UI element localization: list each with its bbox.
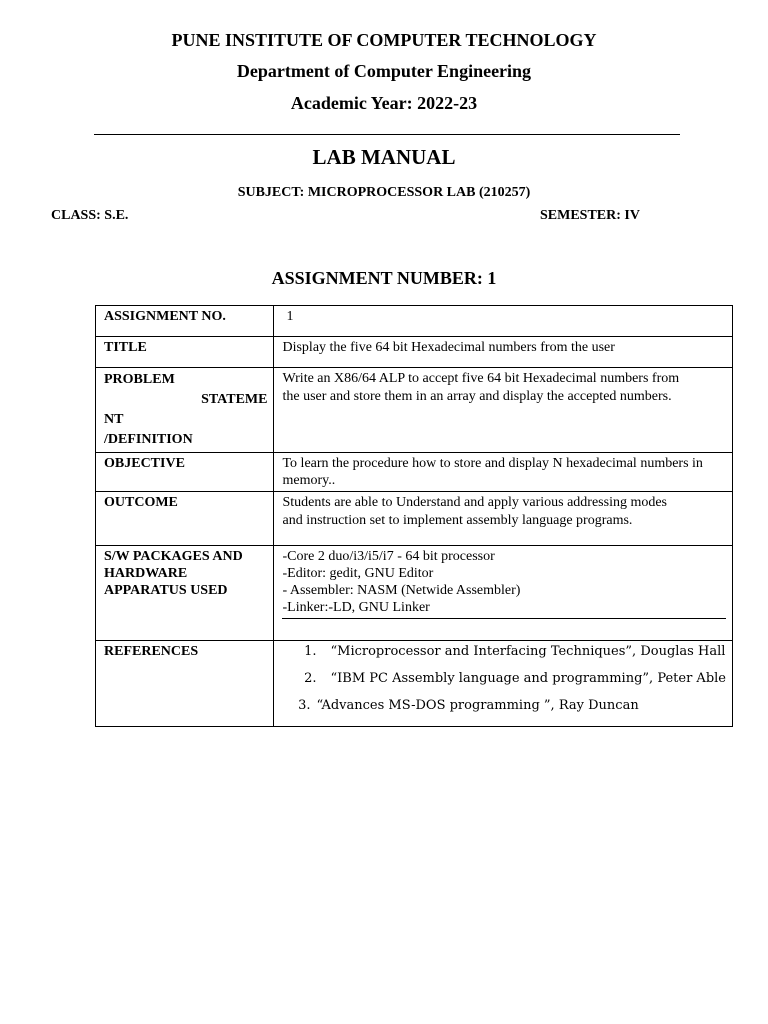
header-divider <box>94 134 680 135</box>
problem-value-line1: Write an X86/64 ALP to accept five 64 bit Hexadecimal numbers from <box>282 371 680 386</box>
sw-label-line3: APPARATUS USED <box>104 583 228 598</box>
reference-item <box>282 697 726 715</box>
sw-label-line2: HARDWARE <box>104 566 188 581</box>
subject-line: SUBJECT: MICROPROCESSOR LAB (210257) <box>237 185 531 200</box>
references-list <box>282 643 726 715</box>
outcome-value-line1: Students are able to Understand and apply various addressing modes <box>282 495 668 510</box>
assignment-table <box>95 305 733 727</box>
reference-item <box>282 670 726 688</box>
title-value: Display the five 64 bit Hexadecimal numbers from the user <box>274 337 733 368</box>
reference-text: “IBM PC Assembly language and programming”, Peter Able <box>330 671 726 686</box>
sw-label-cell <box>96 546 274 641</box>
assignment-heading: ASSIGNMENT NUMBER: 1 <box>271 268 497 288</box>
references-value-cell <box>274 641 733 727</box>
reference-item <box>282 643 726 661</box>
outcome-label: OUTCOME <box>96 492 274 546</box>
sw-item: - Assembler: NASM (Netwide Assembler) <box>282 583 521 598</box>
objective-value-cell <box>274 453 733 492</box>
objective-value-line2: memory.. <box>282 473 336 488</box>
sw-item: -Editor: gedit, GNU Editor <box>282 566 434 581</box>
problem-value-cell <box>274 368 733 453</box>
objective-label: OBJECTIVE <box>96 453 274 492</box>
reference-number: 3. <box>298 698 311 713</box>
semester-label: SEMESTER: IV <box>540 208 640 223</box>
problem-label-line4: /DEFINITION <box>104 432 193 447</box>
sw-value-cell <box>274 546 733 641</box>
table-row <box>96 306 733 337</box>
class-label: CLASS: S.E. <box>51 208 129 223</box>
reference-text: “Microprocessor and Interfacing Techniques”, Douglas Hall <box>330 644 726 659</box>
sw-divider <box>282 618 726 619</box>
assignment-no-label: ASSIGNMENT NO. <box>96 306 274 337</box>
table-row <box>96 453 733 492</box>
sw-label-line1: S/W PACKAGES AND <box>104 549 243 564</box>
problem-label-line3: NT <box>104 412 124 427</box>
title-label: TITLE <box>96 337 274 368</box>
problem-value-line2: the user and store them in an array and display the accepted numbers. <box>282 389 672 404</box>
table-row <box>96 546 733 641</box>
outcome-value-cell <box>274 492 733 546</box>
assignment-no-value: 1 <box>274 306 733 337</box>
manual-title: LAB MANUAL <box>312 145 456 169</box>
problem-label-cell <box>96 368 274 453</box>
department-name: Department of Computer Engineering <box>236 61 532 81</box>
academic-year: Academic Year: 2022-23 <box>290 93 478 113</box>
institute-name: PUNE INSTITUTE OF COMPUTER TECHNOLOGY <box>171 30 597 50</box>
objective-value-line1: To learn the procedure how to store and display N hexadecimal numbers in <box>282 456 703 471</box>
table-row <box>96 368 733 453</box>
table-row <box>96 337 733 368</box>
sw-item: -Core 2 duo/i3/i5/i7 - 64 bit processor <box>282 549 495 564</box>
references-label: REFERENCES <box>96 641 274 727</box>
table-row <box>96 641 733 727</box>
table-row <box>96 492 733 546</box>
reference-text: “Advances MS-DOS programming ”, Ray Duncan <box>316 698 639 713</box>
problem-label-line2: STATEME <box>201 392 268 407</box>
reference-number: 2. <box>304 671 317 686</box>
sw-item: -Linker:-LD, GNU Linker <box>282 600 430 615</box>
problem-label-line1: PROBLEM <box>104 372 175 387</box>
outcome-value-line2: and instruction set to implement assembly language programs. <box>282 513 633 528</box>
reference-number: 1. <box>304 644 317 659</box>
